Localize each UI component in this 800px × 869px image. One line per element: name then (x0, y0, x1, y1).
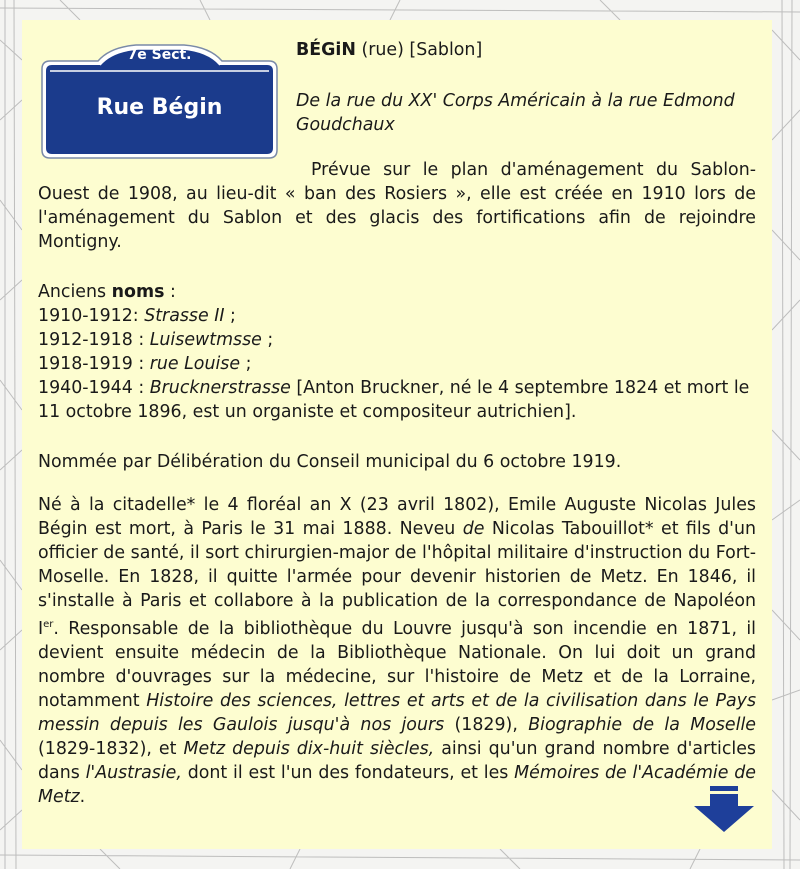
former-name-entry (38, 352, 756, 376)
book-title: Mémoires de l'Académie de Metz (38, 762, 756, 807)
entry-period: 1918-1919 : (38, 354, 150, 374)
street-sign (40, 43, 279, 160)
entry-suffix: [Anton Bruckner, né le 4 septembre 1824 et mort le 11 octobre 1896, est un organiste et compositeur autrichien]. (38, 378, 750, 422)
down-arrow-icon[interactable] (692, 786, 756, 832)
entry-suffix: ; (240, 354, 252, 374)
bio-text: ainsi qu'un grand nombre d'articles dans (38, 738, 756, 783)
bio-text: . (79, 786, 86, 807)
entry-period: 1912-1918 : (38, 330, 150, 350)
sign-section-label: 7e Sect. (127, 47, 192, 63)
entry-suffix: ; (261, 330, 274, 350)
entry-suffix: ; (224, 306, 236, 326)
former-name-entry (38, 328, 756, 352)
entry-name: rue Louise (149, 354, 241, 374)
heading-colon: : (164, 282, 176, 302)
entry-period: 1910-1912: (38, 306, 145, 326)
bio-text: Nicolas Tabouillot* et fils d'un officier de santé, il sort chirurgien-major de l'hôpital militaire d'instruction du Fort-Moselle. En 1828, il quitte l'armée pour devenir historien de Metz. En 1846, il s'installe à Paris et collabore à la publication de la correspondance de Napoléon I (38, 519, 756, 639)
intro-paragraph: Prévue sur le plan d'aménagement du Sablon-Ouest de 1908, au lieu-dit « ban des Rosiers », elle est créée en 1910 lors de l'aménagement du Sablon et des glacis des fortifications afin de rejoindre Montigny. (38, 160, 756, 252)
book-title: Metz depuis dix-huit siècles, (183, 738, 435, 759)
bio-text: . Responsable de la bibliothèque du Louvre jusqu'à son incendie en 1871, il devient ensuite médecin de la Bibliothèque Nationale. On lui doit un grand nombre d'ouvrages sur la médecine, sur l'histoire de Metz et de la Lorraine, notamment (38, 618, 756, 711)
sign-street-name: Rue Bégin (96, 95, 223, 120)
biography-paragraph (38, 493, 756, 809)
bio-text: (1829), (444, 714, 529, 735)
book-title: Histoire des sciences, lettres et arts et de la civilisation dans le Pays messin depuis les Gaulois jusqu'à nos jours (38, 690, 756, 735)
bio-italic: de (462, 519, 485, 539)
street-type-district: (rue) [Sablon] (355, 40, 483, 60)
former-name-entry (38, 376, 756, 424)
former-names-section (38, 280, 756, 424)
book-title: Biographie de la Moselle (528, 714, 756, 735)
heading-plain: Anciens (38, 282, 112, 302)
heading-bold: noms (111, 282, 165, 302)
page-title (296, 38, 756, 62)
former-name-entry (38, 304, 756, 328)
entry-name: Strasse II (144, 306, 225, 326)
entry-name: Luisewtmsse (149, 330, 262, 350)
street-name-bold: BÉGiN (296, 40, 356, 60)
bio-text: (1829-1832), et (38, 738, 184, 759)
bio-superscript: er (43, 619, 54, 630)
book-title: l'Austrasie, (85, 762, 182, 783)
bio-text: Né à la citadelle* le 4 floréal an X (23 avril 1802), Emile Auguste Nicolas Jules Bégin est mort, à Paris le 31 mai 1888. Neveu (38, 495, 756, 539)
bio-text: dont il est l'un des fondateurs, et les (181, 762, 515, 783)
former-names-heading (38, 280, 756, 304)
street-extent: De la rue du XX' Corps Américain à la rue Edmond Goudchaux (296, 91, 735, 135)
entry-name: Brucknerstrasse (149, 378, 291, 398)
entry-period: 1940-1944 : (38, 378, 150, 398)
naming-decision: Nommée par Délibération du Conseil municipal du 6 octobre 1919. (38, 452, 622, 472)
